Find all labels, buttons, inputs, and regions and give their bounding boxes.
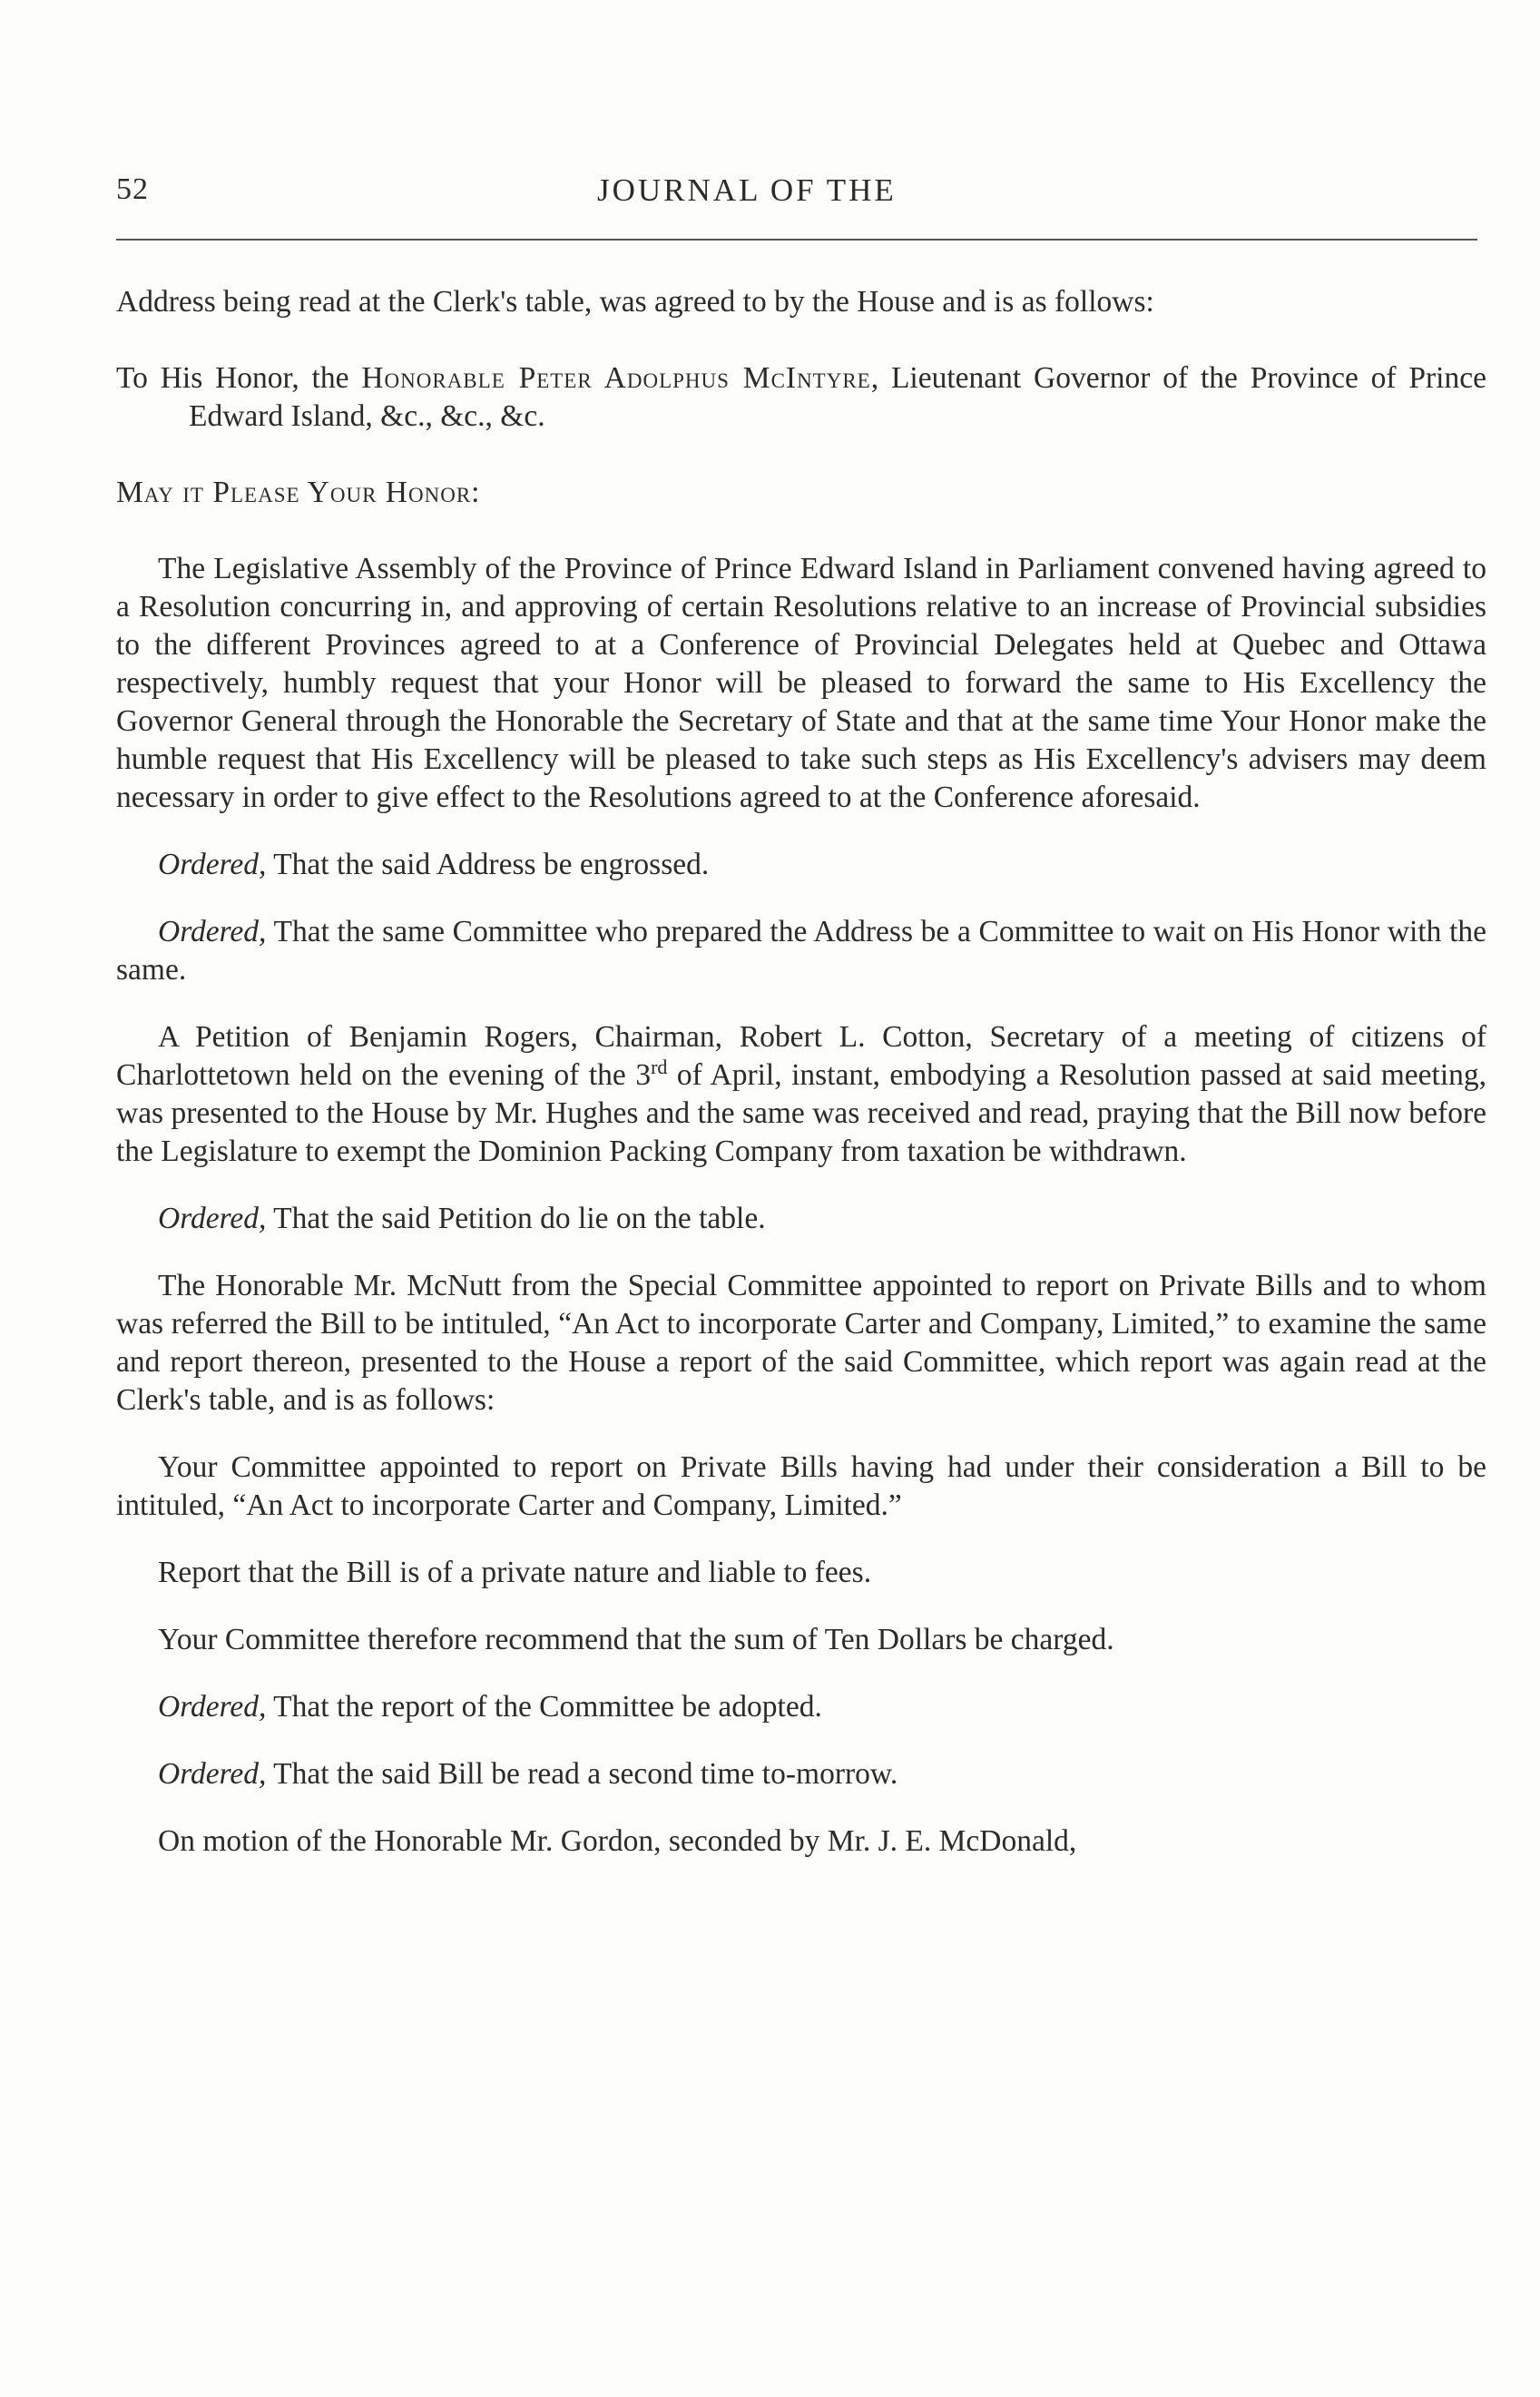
paragraph-text: Your Committee therefore recommend that the sum of Ten Dollars be charged. <box>158 1623 1114 1656</box>
paragraph-text: Your Committee appointed to report on Private Bills having had under their consideration a Bill to be intituled, “An Act to incorporate Carter and Company, Limited.” <box>116 1450 1486 1522</box>
paragraph-text: That the report of the Committee be adopted. <box>266 1690 822 1724</box>
paragraph-text: Address being read at the Clerk's table, was agreed to by the House and is as follows: <box>116 285 1154 319</box>
paragraph-address-read <box>116 283 1486 321</box>
paragraph-text: The Honorable Mr. McNutt from the Special Committee appointed to report on Private Bills and to whom was referred the Bill to be intituled, “An Act to incorporate Carter and Company, Limited,” to examine the same and report thereon, presented to the House a report of the said Committee, which report was again read at the Clerk's table, and is as follows: <box>116 1269 1486 1417</box>
paragraph-order-petition <box>116 1200 1486 1238</box>
ordered-label: Ordered, <box>158 1202 267 1235</box>
paragraph-text-cont: of April, instant, embodying a Resolution passed at said meeting, was presented to the House by Mr. Hughes and the same was received and read, praying that the Bill now before the Legislature to exempt the Dominion Packing Company from taxation be withdrawn. <box>116 1058 1487 1168</box>
paragraph-text: On motion of the Honorable Mr. Gordon, seconded by Mr. J. E. McDonald, <box>158 1824 1077 1858</box>
heading-suffix: , Lieutenant Governor of the Province of Prince Edward Island, &c., &c., &c. <box>189 361 1486 433</box>
paragraph-order-committee <box>116 913 1486 989</box>
paragraph-text: That the same Committee who prepared the Address be a Committee to wait on His Honor with the same. <box>116 915 1486 987</box>
paragraph-address-heading <box>116 359 1486 436</box>
salutation-text: May it Please Your Honor: <box>116 476 481 509</box>
paragraph-mcnutt-report <box>116 1267 1486 1420</box>
paragraph-motion <box>116 1822 1486 1861</box>
paragraph-committee-report <box>116 1449 1486 1525</box>
paragraph-petition <box>116 1018 1486 1171</box>
paragraph-text: That the said Bill be read a second time to-morrow. <box>266 1757 898 1791</box>
salutation <box>116 474 1486 512</box>
ordered-label: Ordered, <box>158 915 267 948</box>
ordered-label: Ordered, <box>158 1757 267 1791</box>
header-rule <box>116 239 1477 241</box>
paragraph-address-body <box>116 550 1486 817</box>
paragraph-text: That the said Address be engrossed. <box>266 848 710 881</box>
paragraph-text: That the said Petition do lie on the table. <box>266 1202 766 1235</box>
running-head: JOURNAL OF THE <box>597 172 897 208</box>
paragraph-text: The Legislative Assembly of the Province of Prince Edward Island in Parliament convened having agreed to a Resolution concurring in, and approving of certain Resolutions relative to an increase of Provincial subsidies to the different Provinces agreed to at a Conference of Provincial Delegates held at Quebec and Ottawa respectively, humbly request that your Honor will be pleased to forward the same to His Excellency the Governor General through the Honorable the Secretary of State and that at the same time Your Honor make the humble request that His Excellency will be pleased to take such steps as His Excellency's advisers may deem necessary in order to give effect to the Resolutions agreed to at the Conference aforesaid. <box>116 552 1486 814</box>
ordered-label: Ordered, <box>158 1690 267 1724</box>
governor-name: Honorable Peter Adolphus McIntyre <box>361 361 871 395</box>
paragraph-private-nature <box>116 1554 1486 1592</box>
ordinal-suffix: rd <box>651 1055 668 1078</box>
page-number: 52 <box>116 172 149 206</box>
paragraph-order-engrossed <box>116 846 1486 884</box>
paragraph-text: A Petition of Benjamin Rogers, Chairman, Robert L. Cotton, Secretary of a meeting of citizens of Charlottetown held on the evening of the 3 <box>116 1020 1486 1092</box>
ordered-label: Ordered, <box>158 848 267 881</box>
paragraph-text: Report that the Bill is of a private nature and liable to fees. <box>158 1556 872 1589</box>
paragraph-fees <box>116 1621 1486 1659</box>
page-header <box>116 172 1477 218</box>
paragraph-order-second-reading <box>116 1755 1486 1793</box>
paragraph-order-adopted <box>116 1688 1486 1726</box>
body-text <box>116 283 1486 1861</box>
heading-prefix: To His Honor, the <box>116 361 362 395</box>
